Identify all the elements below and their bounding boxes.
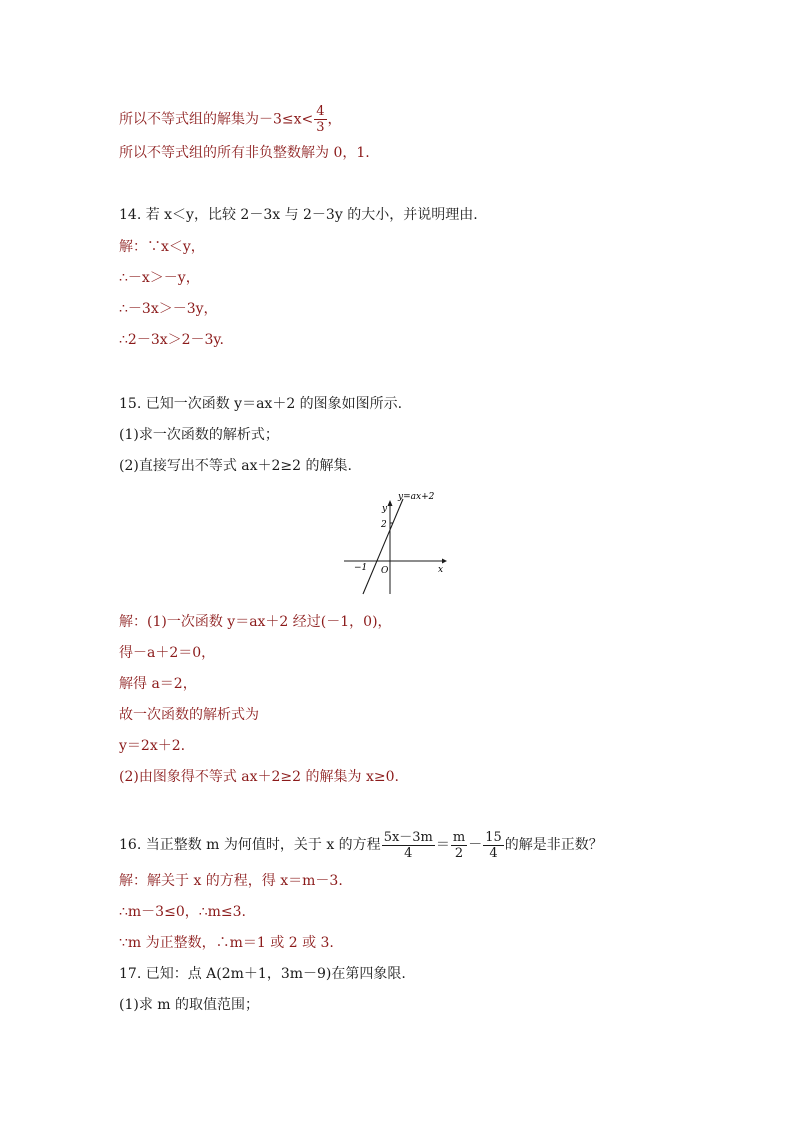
fraction-denominator: 2 — [451, 845, 467, 861]
fraction-numerator: m — [452, 829, 466, 845]
x-tick-label: −1 — [354, 563, 368, 573]
question-17: 17. 已知：点 A(2m＋1，3m－9)在第四象限. — [119, 966, 406, 982]
q14-answer-line-4: ∴2－3x＞2－3y. — [119, 332, 224, 348]
q15-answer-line-2: 得－a＋2＝0， — [119, 645, 216, 661]
fraction-denominator: 4 — [483, 845, 504, 861]
question-17-part-1: (1)求 m 的取值范围； — [119, 997, 260, 1013]
fraction-four-thirds — [314, 104, 326, 135]
linear-function-graph — [340, 486, 450, 598]
fraction-numerator: 5x－3m — [383, 829, 433, 845]
question-15: 15. 已知一次函数 y＝ax＋2 的图象如图所示. — [119, 396, 403, 412]
q16-answer-line-2: ∴m－3≤0，∴m≤3. — [119, 904, 246, 920]
q14-answer-line-1: 解：∵x＜y， — [119, 239, 205, 255]
q14-answer-line-3: ∴－3x＞－3y， — [119, 301, 218, 317]
prev-solution-line-1 — [119, 104, 342, 134]
fraction-fifteen-quarters — [483, 830, 504, 861]
q16-answer-line-3: ∵m 为正整数，∴m＝1 或 2 或 3. — [119, 935, 334, 951]
equals-sign: ＝ — [435, 837, 450, 853]
prev-solution-line-2: 所以不等式组的所有非负整数解为 0，1. — [119, 145, 370, 161]
prev-solution-suffix: ， — [327, 111, 342, 128]
q15-answer-line-6: (2)由图象得不等式 ax＋2≥2 的解集为 x≥0. — [119, 769, 399, 785]
q15-answer-line-3: 解得 a＝2， — [119, 676, 197, 692]
y-axis-label: y — [382, 504, 388, 514]
q15-answer-line-4: 故一次函数的解析式为 — [119, 707, 259, 723]
x-axis-label: x — [438, 565, 444, 575]
y-axis-arrow — [388, 500, 393, 506]
origin-label: O — [381, 566, 389, 576]
question-15-part-2: (2)直接写出不等式 ax＋2≥2 的解集. — [119, 458, 352, 474]
fraction-equation-left — [382, 830, 435, 861]
question-16-suffix: 的解是非正数？ — [504, 837, 603, 853]
function-label: y=ax+2 — [398, 492, 435, 502]
fraction-numerator: 15 — [485, 829, 502, 845]
question-15-part-1: (1)求一次函数的解析式； — [119, 427, 279, 443]
x-axis-arrow — [442, 559, 447, 564]
fraction-m-half — [451, 830, 467, 861]
fraction-numerator: 4 — [316, 104, 325, 119]
q15-answer-line-1: 解：(1)一次函数 y＝ax＋2 经过(－1，0)， — [119, 614, 392, 630]
q15-answer-line-5: y＝2x＋2. — [119, 738, 186, 754]
question-16 — [119, 825, 603, 865]
fraction-denominator: 4 — [382, 845, 435, 861]
question-14: 14. 若 x＜y，比较 2－3x 与 2－3y 的大小，并说明理由. — [119, 207, 478, 223]
q14-answer-line-2: ∴－x＞－y， — [119, 270, 200, 286]
minus-sign: － — [468, 837, 483, 853]
fraction-denominator: 3 — [316, 120, 325, 135]
question-16-text: 16. 当正整数 m 为何值时，关于 x 的方程 — [119, 837, 381, 853]
q16-answer-line-1: 解：解关于 x 的方程，得 x＝m－3. — [119, 873, 343, 889]
y-tick-label: 2 — [381, 520, 387, 530]
prev-solution-text: 所以不等式组的解集为－3≤x< — [119, 111, 314, 128]
